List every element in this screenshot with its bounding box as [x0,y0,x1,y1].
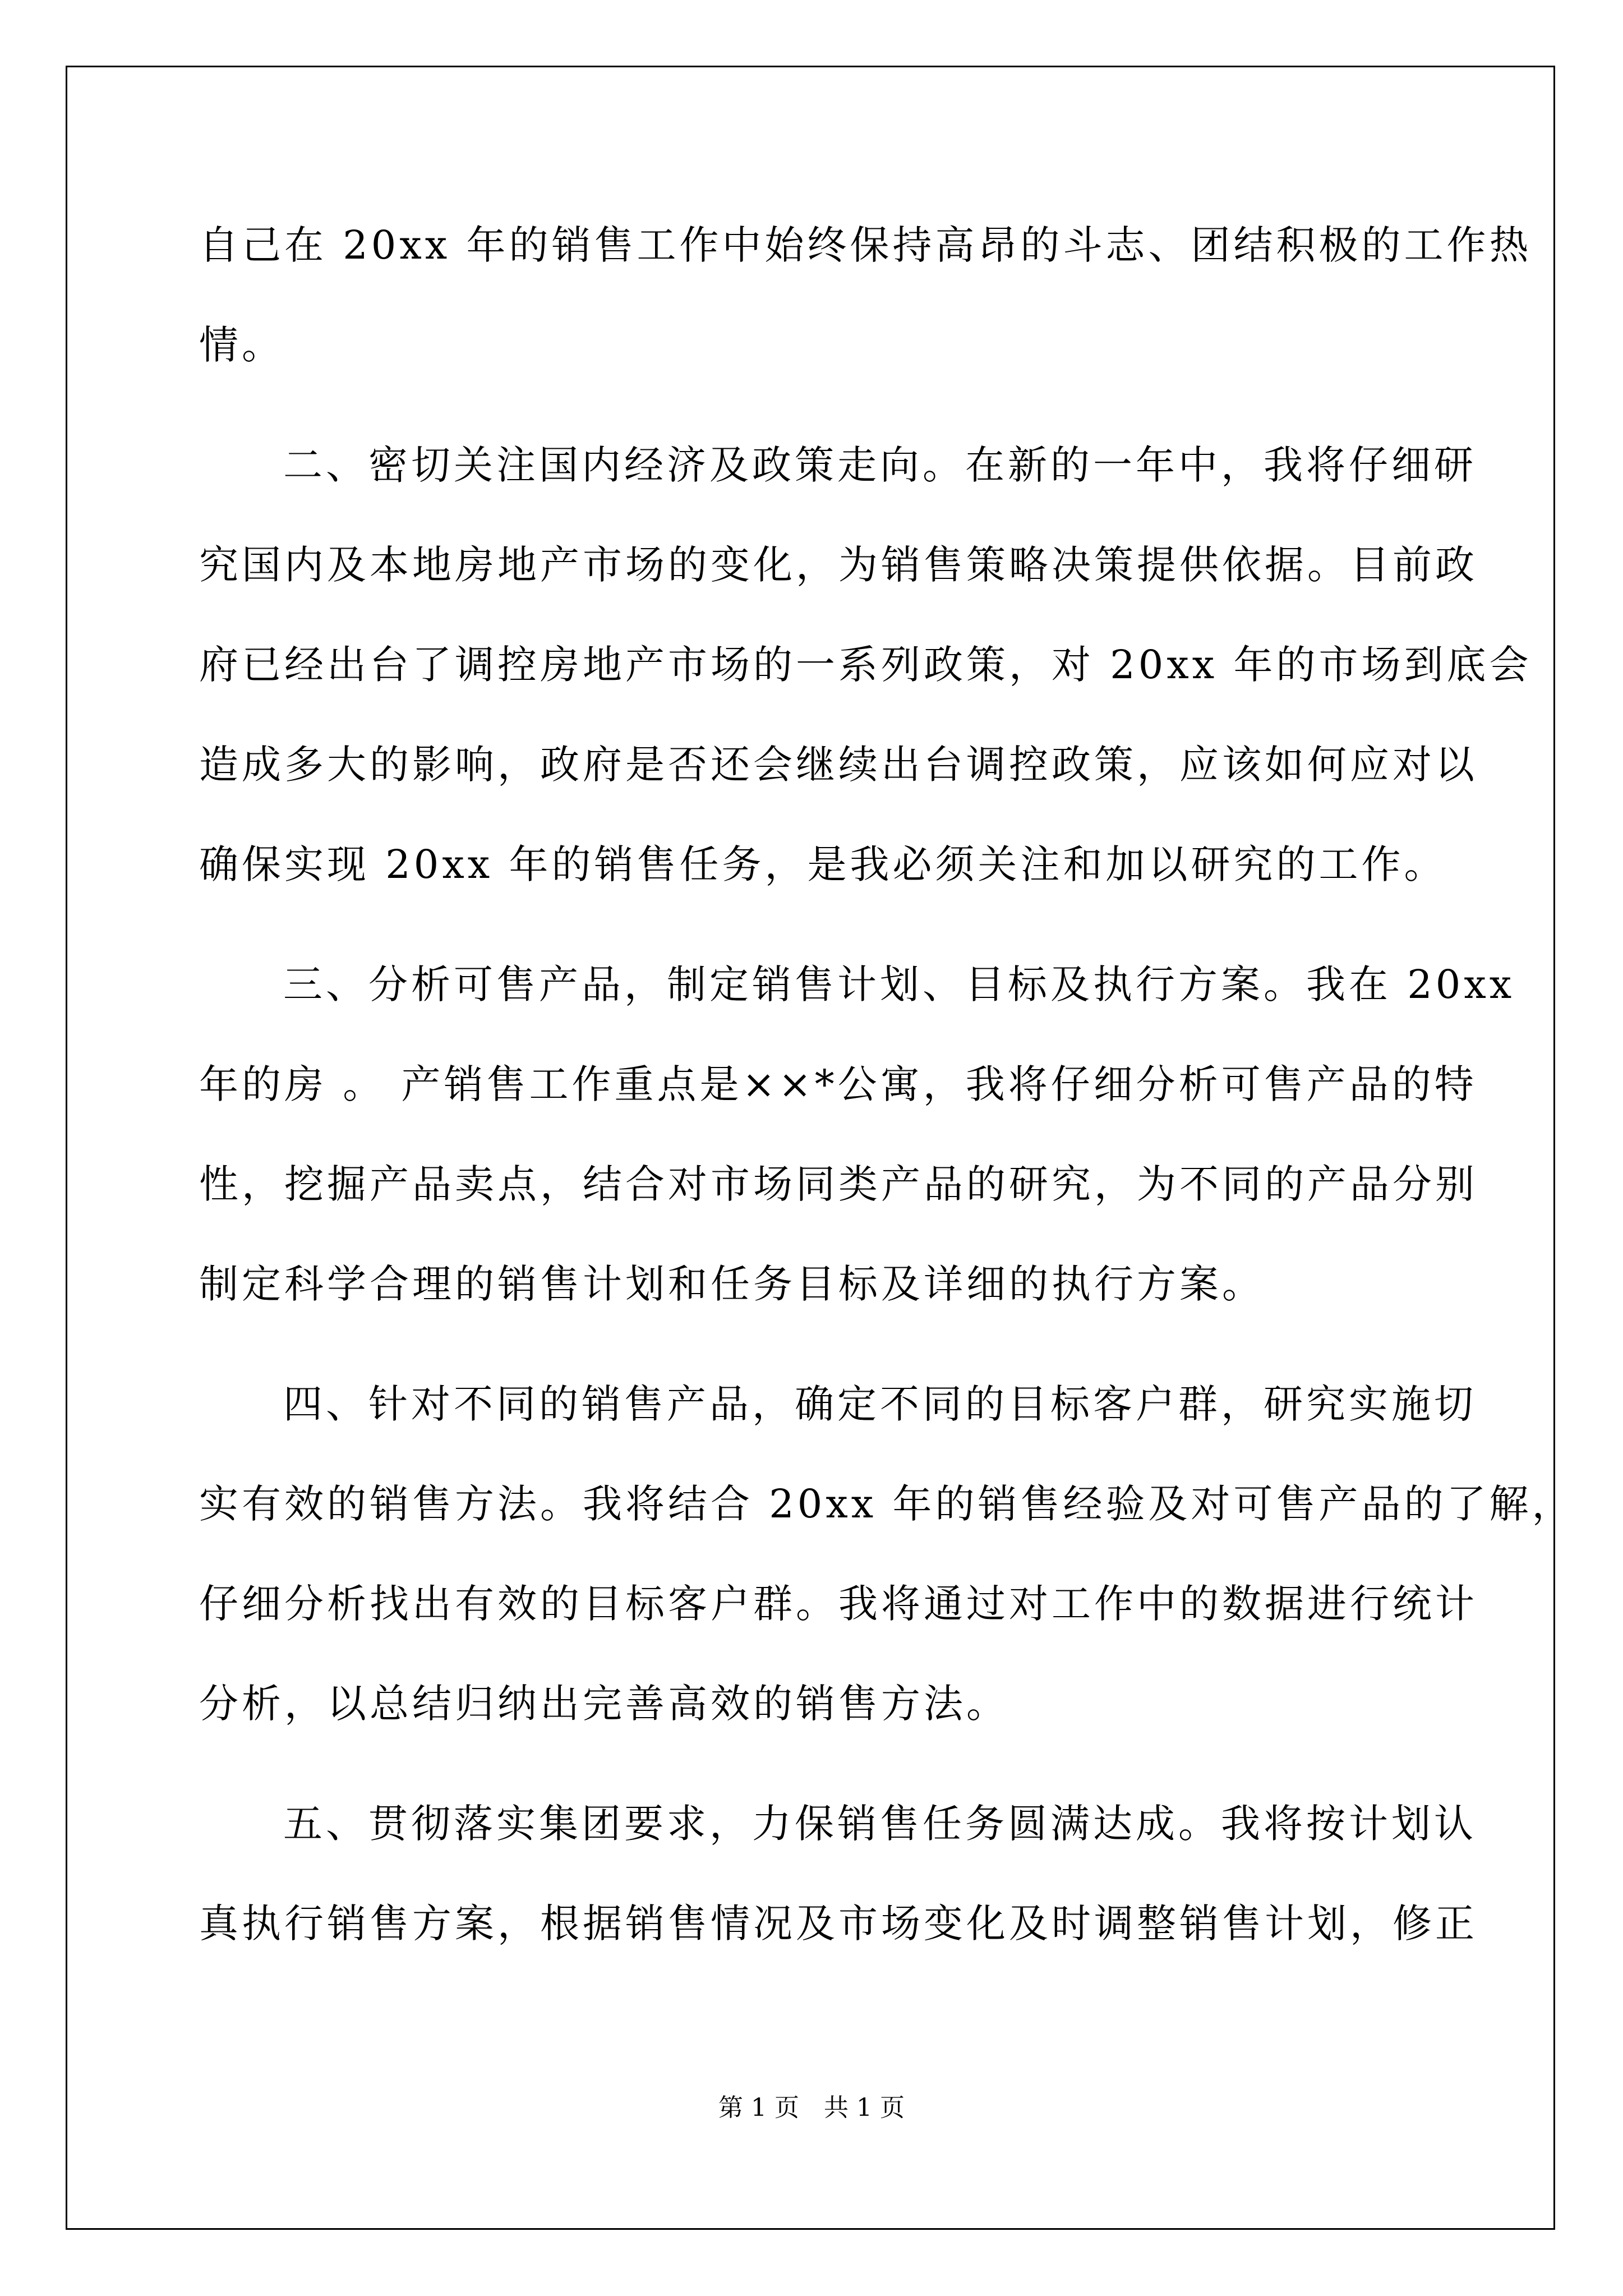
paragraph-start-line: 二、密切关注国内经济及政策走向。在新的一年中，我将仔细研 [283,442,1477,488]
text-line: 自己在 20xx 年的销售工作中始终保持高昂的斗志、团结积极的工作热 [199,222,1532,268]
paragraph-start-line: 四、针对不同的销售产品，确定不同的目标客户群，研究实施切 [283,1381,1477,1427]
text-line: 确保实现 20xx 年的销售任务，是我必须关注和加以研究的工作。 [199,841,1447,887]
page-number-footer: 第 1 页 共 1 页 [718,2093,905,2122]
text-line: 性，挖掘产品卖点，结合对市场同类产品的研究，为不同的产品分别 [199,1161,1478,1207]
text-line: 年的房 。 产销售工作重点是××*公寓，我将仔细分析可售产品的特 [199,1061,1477,1107]
text-line: 真执行销售方案，根据销售情况及市场变化及时调整销售计划，修正 [199,1901,1478,1947]
text-line: 制定科学合理的销售计划和任务目标及详细的执行方案。 [199,1261,1265,1307]
text-line: 仔细分析找出有效的目标客户群。我将通过对工作中的数据进行统计 [199,1581,1478,1627]
text-line: 情。 [199,322,284,368]
paragraph-start-line: 三、分析可售产品，制定销售计划、目标及执行方案。我在 20xx [283,961,1515,1007]
text-line: 府已经出台了调控房地产市场的一系列政策，对 20xx 年的市场到底会 [199,642,1532,688]
text-line: 实有效的销售方法。我将结合 20xx 年的销售经验及对可售产品的了解， [199,1481,1575,1527]
paragraph-start-line: 五、贯彻落实集团要求，力保销售任务圆满达成。我将按计划认 [283,1801,1477,1847]
text-line: 造成多大的影响，政府是否还会继续出台调控政策，应该如何应对以 [199,742,1478,788]
text-line: 分析，以总结归纳出完善高效的销售方法。 [199,1681,1009,1727]
text-line: 究国内及本地房地产市场的变化，为销售策略决策提供依据。目前政 [199,542,1478,588]
